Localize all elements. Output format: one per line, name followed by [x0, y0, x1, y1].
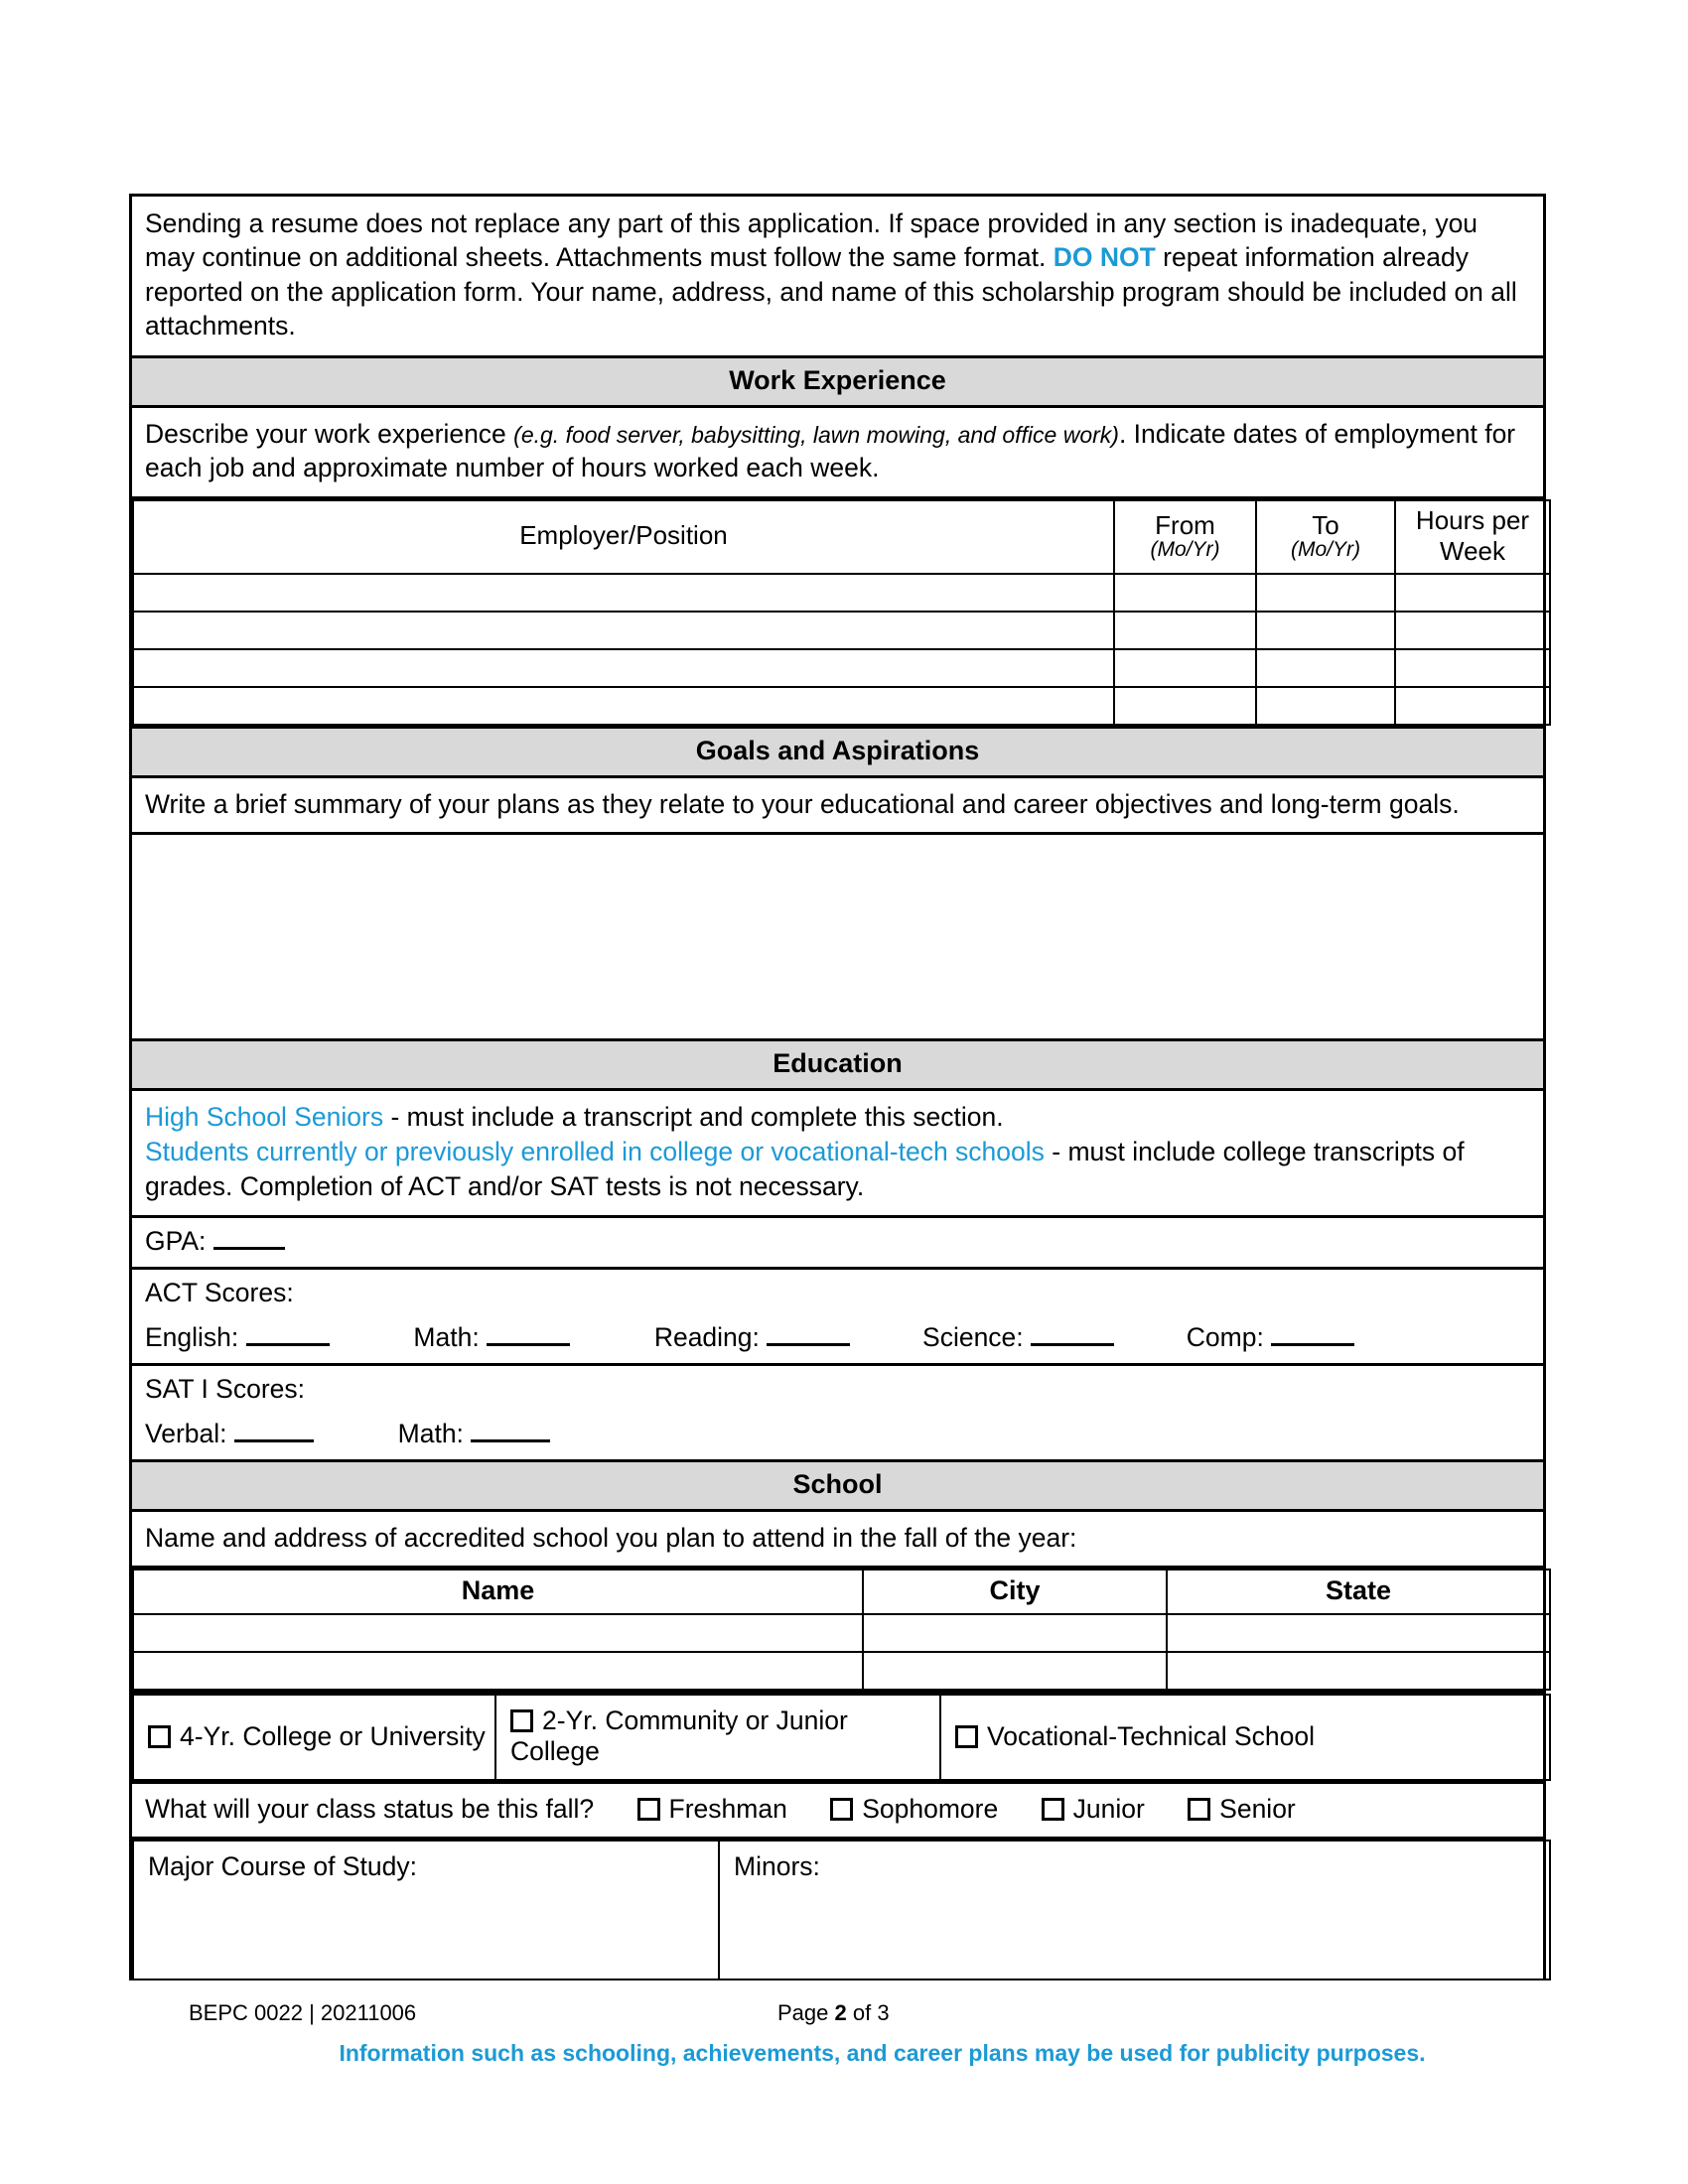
school-type-wrap: [132, 1691, 1543, 1781]
section-header-work-experience: Work Experience: [132, 358, 1543, 408]
footer-publicity-notice: Information such as schooling, achievements, and career plans may be used for publicity purposes.: [339, 2040, 1426, 2066]
page-footer: [129, 2000, 1546, 2067]
act-comp-input[interactable]: [1271, 1343, 1354, 1346]
school-type-label-4yr: 4-Yr. College or University: [180, 1720, 486, 1751]
intro-text-part1: Sending a resume does not replace any part of this application. If space provided in any section is inadequate, you may continue on additional sheets. Attachments must follow the same format.: [145, 208, 1478, 273]
work-employer-input-0[interactable]: [133, 574, 1114, 612]
col-employer-position-label: Employer/Position: [519, 520, 728, 551]
class-status-option-freshman[interactable]: [637, 1794, 787, 1825]
gpa-input[interactable]: [213, 1247, 285, 1250]
col-from-label: From: [1155, 509, 1215, 540]
work-to-input-3[interactable]: [1256, 687, 1395, 725]
education-instructions: [132, 1091, 1543, 1218]
act-english-label: English:: [145, 1321, 239, 1352]
class-status-question: What will your class status be this fall?: [145, 1794, 595, 1825]
work-to-input-2[interactable]: [1256, 649, 1395, 687]
work-experience-table-wrap: [132, 499, 1543, 726]
act-reading-input[interactable]: [767, 1343, 850, 1346]
education-line1-rest: - must include a transcript and complete this section.: [383, 1102, 1004, 1133]
checkbox-sophomore-icon[interactable]: [830, 1798, 853, 1821]
act-scores-row: [132, 1270, 1543, 1366]
minors-label: Minors:: [734, 1851, 820, 1882]
act-comp-label: Comp:: [1186, 1321, 1264, 1352]
minors-field[interactable]: [719, 1841, 1550, 1979]
table-row: [133, 649, 1550, 687]
col-to: [1256, 500, 1395, 574]
col-school-city: City: [863, 1570, 1167, 1614]
gpa-label: GPA:: [145, 1225, 207, 1256]
school-table-wrap: [132, 1569, 1543, 1691]
school-type-row: [133, 1695, 1550, 1780]
checkbox-freshman-icon[interactable]: [637, 1798, 660, 1821]
section-header-school: School: [132, 1462, 1543, 1512]
class-status-option-sophomore[interactable]: [830, 1794, 998, 1825]
goals-answer-area[interactable]: [132, 835, 1543, 1041]
education-line1-highlight: High School Seniors: [145, 1102, 384, 1133]
class-status-label-junior: Junior: [1072, 1794, 1145, 1825]
major-course-field[interactable]: [133, 1841, 719, 1979]
checkbox-4yr-college-icon[interactable]: [148, 1725, 171, 1748]
act-english-field: [145, 1322, 330, 1353]
footer-page-number: [777, 2000, 890, 2026]
checkbox-2yr-college-icon[interactable]: [510, 1709, 533, 1732]
table-row: [133, 574, 1550, 612]
act-science-label: Science:: [922, 1321, 1024, 1352]
major-course-label: Major Course of Study:: [148, 1851, 418, 1882]
work-to-input-0[interactable]: [1256, 574, 1395, 612]
checkbox-junior-icon[interactable]: [1042, 1798, 1064, 1821]
intro-emphasis-do-not: DO NOT: [1053, 242, 1156, 273]
col-employer-position: [133, 500, 1114, 574]
goals-description: Write a brief summary of your plans as they relate to your educational and career objectives and long-term goals.: [132, 778, 1543, 835]
footer-page-prefix: Page: [777, 2000, 835, 2025]
col-to-sub: (Mo/Yr): [1291, 537, 1360, 561]
school-type-option-vocational[interactable]: [940, 1695, 1550, 1780]
col-school-state: State: [1167, 1570, 1550, 1614]
act-math-field: [413, 1322, 570, 1353]
checkbox-senior-icon[interactable]: [1188, 1798, 1210, 1821]
work-experience-table: [132, 499, 1551, 726]
work-desc-part2: . Indicate dates of employment for each job and approximate number of hours worked each week.: [145, 418, 1516, 483]
section-header-goals: Goals and Aspirations: [132, 726, 1543, 778]
school-name-input-0[interactable]: [133, 1614, 863, 1652]
footer-form-id: BEPC 0022 | 20211006: [189, 2000, 417, 2025]
work-from-input-1[interactable]: [1114, 612, 1256, 649]
class-status-row: [132, 1781, 1543, 1840]
school-table-header-row: [133, 1570, 1550, 1614]
school-type-option-2yr[interactable]: [495, 1695, 940, 1780]
school-city-input-1[interactable]: [863, 1652, 1167, 1690]
sat-verbal-input[interactable]: [234, 1439, 314, 1442]
table-row: [133, 1652, 1550, 1690]
education-line2-rest: - must include college transcripts of grades. Completion of ACT and/or SAT tests is not necessary.: [145, 1137, 1465, 1201]
footer-top-line: [129, 2000, 1546, 2032]
table-row: [133, 687, 1550, 725]
school-city-input-0[interactable]: [863, 1614, 1167, 1652]
act-english-input[interactable]: [246, 1343, 330, 1346]
school-name-input-1[interactable]: [133, 1652, 863, 1690]
major-minors-wrap: [132, 1840, 1543, 1980]
school-state-input-1[interactable]: [1167, 1652, 1550, 1690]
col-hours-per-week: [1395, 500, 1550, 574]
work-desc-part1: Describe your work experience: [145, 418, 514, 449]
footer-page-value: 2: [834, 2000, 847, 2025]
sat-scores-row: [132, 1366, 1543, 1462]
work-from-input-0[interactable]: [1114, 574, 1256, 612]
work-to-input-1[interactable]: [1256, 612, 1395, 649]
school-table: [132, 1569, 1551, 1691]
work-hours-input-2[interactable]: [1395, 649, 1550, 687]
sat-math-label: Math:: [397, 1418, 464, 1448]
col-from-sub: (Mo/Yr): [1150, 537, 1220, 561]
sat-math-field: [398, 1419, 551, 1449]
intro-paragraph: [132, 197, 1543, 358]
work-employer-input-2[interactable]: [133, 649, 1114, 687]
work-hours-input-1[interactable]: [1395, 612, 1550, 649]
work-employer-input-3[interactable]: [133, 687, 1114, 725]
act-science-input[interactable]: [1031, 1343, 1114, 1346]
act-score-fields: [145, 1322, 1530, 1353]
class-status-label-freshman: Freshman: [668, 1794, 787, 1825]
sat-verbal-label: Verbal:: [145, 1418, 227, 1448]
act-reading-label: Reading:: [653, 1321, 760, 1352]
work-hours-input-3[interactable]: [1395, 687, 1550, 725]
class-status-label-senior: Senior: [1219, 1794, 1296, 1825]
table-row: [133, 612, 1550, 649]
work-experience-description: [132, 408, 1543, 499]
school-type-checkbox-table: [132, 1694, 1551, 1781]
class-status-option-junior[interactable]: [1042, 1794, 1145, 1825]
intro-text-part2: repeat information already reported on the application form. Your name, address, and name of this scholarship program should be included on all attachments.: [145, 242, 1517, 341]
act-science-field: [922, 1322, 1114, 1353]
work-employer-input-1[interactable]: [133, 612, 1114, 649]
section-header-education: Education: [132, 1041, 1543, 1091]
major-minors-row: [133, 1841, 1550, 1979]
act-math-label: Math:: [413, 1321, 480, 1352]
checkbox-vocational-icon[interactable]: [955, 1725, 978, 1748]
col-to-label: To: [1312, 509, 1339, 540]
work-from-input-3[interactable]: [1114, 687, 1256, 725]
sat-scores-label: SAT I Scores:: [145, 1373, 306, 1404]
sat-score-fields: [145, 1419, 1530, 1449]
major-minors-table: [132, 1840, 1551, 1980]
work-hours-input-0[interactable]: [1395, 574, 1550, 612]
school-type-label-2yr: 2-Yr. Community or Junior College: [510, 1706, 848, 1767]
application-form: [129, 194, 1546, 1980]
work-from-input-2[interactable]: [1114, 649, 1256, 687]
col-hours-label: Hours per Week: [1415, 504, 1530, 566]
col-from: [1114, 500, 1256, 574]
work-desc-examples: (e.g. food server, babysitting, lawn mowing, and office work): [513, 421, 1119, 448]
class-status-option-senior[interactable]: [1188, 1794, 1296, 1825]
act-reading-field: [654, 1322, 850, 1353]
col-school-name: Name: [133, 1570, 863, 1614]
class-status-label-sophomore: Sophomore: [862, 1794, 999, 1825]
sat-math-input[interactable]: [471, 1439, 550, 1442]
gpa-row: [132, 1218, 1543, 1270]
school-state-input-0[interactable]: [1167, 1614, 1550, 1652]
footer-page-of: of 3: [846, 2000, 890, 2025]
education-line2-highlight: Students currently or previously enrolled in college or vocational-tech schools: [145, 1137, 1045, 1167]
table-row: [133, 1614, 1550, 1652]
sat-verbal-field: [145, 1419, 314, 1449]
act-scores-label: ACT Scores:: [145, 1277, 294, 1307]
act-comp-field: [1187, 1322, 1354, 1353]
work-table-header-row: [133, 500, 1550, 574]
school-type-option-4yr[interactable]: [133, 1695, 495, 1780]
school-prompt: Name and address of accredited school you plan to attend in the fall of the year:: [132, 1512, 1543, 1569]
act-math-input[interactable]: [487, 1343, 570, 1346]
school-type-label-vocational: Vocational-Technical School: [987, 1720, 1315, 1751]
